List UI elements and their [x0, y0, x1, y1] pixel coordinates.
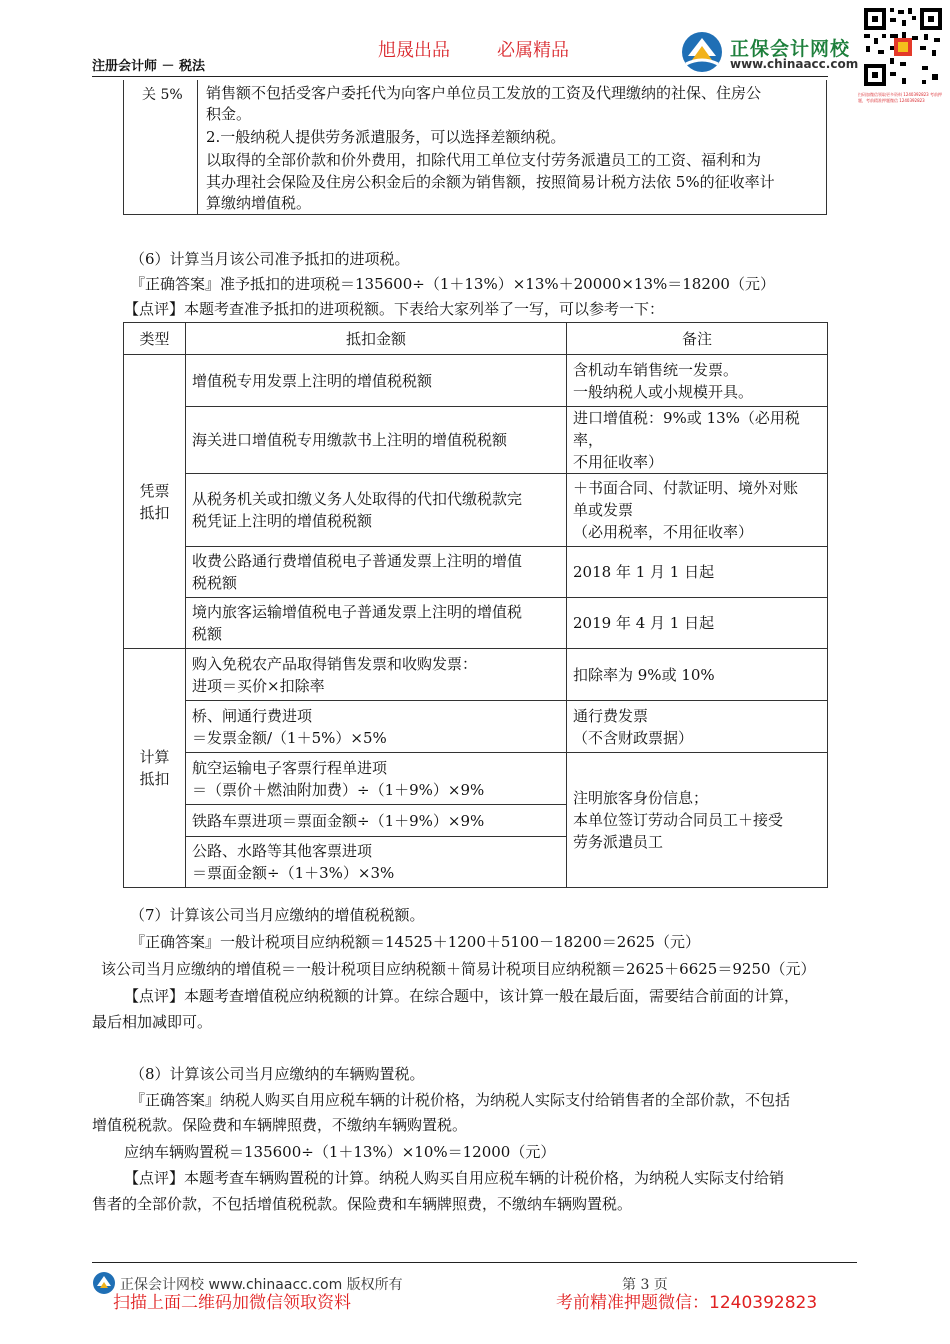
note-cell: 进口增值税：9%或 13%（必用税率， 不用征收率） — [567, 407, 828, 474]
category-computed-deduction: 计算 抵扣 — [124, 649, 186, 888]
table-row — [124, 649, 828, 701]
table-row — [124, 407, 828, 474]
header-note: 备注 — [567, 323, 828, 355]
header-slogan-1: 旭晟出品 — [378, 40, 450, 61]
continued-line: 以取得的全部价款和价外费用，扣除代用工单位支付劳务派遣员工的工资、福利和为 — [206, 151, 762, 169]
question-6: （6）计算当月该公司准予抵扣的进项税。 — [130, 250, 410, 268]
note-cell: ＋书面合同、付款证明、境外对账 单或发票 （必用税率，不用征收率） — [567, 474, 828, 547]
amount-cell: 增值税专用发票上注明的增值税税额 — [186, 355, 567, 407]
amount-cell: 公路、水路等其他客票进项 ＝票面金额÷（1＋3%）×3% — [186, 837, 567, 888]
note-cell: 2018 年 1 月 1 日起 — [567, 547, 828, 598]
comment-8-line2: 售者的全部价款，不包括增值税税款。保险费和车辆牌照费，不缴纳车辆购置税。 — [92, 1195, 633, 1213]
continued-line: 积金。 — [206, 105, 252, 123]
table-row — [124, 753, 828, 805]
continued-line: 算缴纳增值税。 — [206, 194, 312, 212]
continued-line: 销售额不包括受客户委托代为向客户单位员工发放的工资及代理缴纳的社保、住房公 — [206, 84, 762, 102]
header-slogan-2: 必属精品 — [497, 40, 569, 61]
comment-6: 【点评】本题考查准予抵扣的进项税额。下表给大家列举了一写，可以参考一下： — [124, 300, 665, 318]
footer-divider — [92, 1262, 857, 1263]
comment-8-line1: 【点评】本题考查车辆购置税的计算。纳税人购买自用应税车辆的计税价格，为纳税人实际支付给销 — [124, 1169, 785, 1187]
note-cell: 2019 年 4 月 1 日起 — [567, 598, 828, 649]
amount-cell: 从税务机关或扣缴义务人处取得的代扣代缴税款完 税凭证上注明的增值税税额 — [186, 474, 567, 547]
amount-cell: 桥、闸通行费进项 ＝发票金额/（1＋5%）×5% — [186, 701, 567, 753]
table-row — [124, 547, 828, 598]
amount-cell: 境内旅客运输增值税电子普通发票上注明的增值税 税额 — [186, 598, 567, 649]
category-invoice-deduction: 凭票 抵扣 — [124, 355, 186, 649]
note-cell: 通行费发票 （不含财政票据） — [567, 701, 828, 753]
answer-6: 『正确答案』准予抵扣的进项税＝135600÷（1＋13%）×13%＋20000×13%＝18200（元） — [130, 275, 775, 293]
continued-table-label-cell — [124, 80, 198, 214]
answer-7-total: 该公司当月应缴纳的增值税＝一般计税项目应纳税额＋简易计税项目应纳税额＝2625＋6625＝9250（元） — [101, 960, 816, 978]
qr-code-icon — [862, 6, 944, 88]
amount-cell: 购入免税农产品取得销售发票和收购发票： 进项＝买价×扣除率 — [186, 649, 567, 701]
comment-7-line1: 【点评】本题考查增值税应纳税额的计算。在综合题中，该计算一般在最后面，需要结合前面的计算， — [124, 987, 800, 1005]
table-row — [124, 701, 828, 753]
continued-line: 2.一般纳税人提供劳务派遣服务，可以选择差额纳税。 — [206, 128, 566, 146]
question-7: （7）计算该公司当月应缴纳的增值税税额。 — [130, 906, 425, 924]
answer-8-line1: 『正确答案』纳税人购买自用应税车辆的计税价格，为纳税人实际支付给销售者的全部价款，不包括 — [130, 1091, 791, 1109]
amount-cell: 收费公路通行费增值税电子普通发票上注明的增值 税税额 — [186, 547, 567, 598]
answer-8-line2: 增值税税款。保险费和车辆牌照费，不缴纳车辆购置税。 — [92, 1116, 468, 1134]
formula-8: 应纳车辆购置税＝135600÷（1＋13%）×10%＝12000（元） — [124, 1143, 556, 1161]
table-row — [124, 598, 828, 649]
header-type: 类型 — [124, 323, 186, 355]
table-header-row — [124, 323, 828, 355]
amount-cell: 航空运输电子客票行程单进项 ＝（票价＋燃油附加费）÷（1＋9%）×9% — [186, 753, 567, 805]
amount-cell: 海关进口增值税专用缴款书上注明的增值税税额 — [186, 407, 567, 474]
table-row — [124, 474, 828, 547]
continued-table — [123, 80, 827, 215]
logo-name: 正保会计网校 — [730, 38, 851, 60]
continued-table-label: 关 5% — [142, 87, 183, 103]
qr-caption: 扫码加微信领取更多资料 1240392823 考前押题，考前精准押题微信 1240392823 — [858, 92, 942, 103]
question-8: （8）计算该公司当月应缴纳的车辆购置税。 — [130, 1065, 425, 1083]
note-cell: 含机动车销售统一发票。 一般纳税人或小规模开具。 — [567, 355, 828, 407]
header-divider — [92, 76, 828, 77]
footer-wechat-promo: 考前精准押题微信：1240392823 — [556, 1293, 818, 1313]
continued-line: 其办理社会保险及住房公积金后的余额为销售额，按照简易计税方法依 5%的征收率计 — [206, 173, 775, 191]
logo-url: www.chinaacc.com — [730, 57, 859, 71]
answer-7: 『正确答案』一般计税项目应纳税额＝14525＋1200＋5100－18200＝2625（元） — [130, 933, 700, 951]
page-number: 第 3 页 — [622, 1277, 668, 1293]
note-cell: 注明旅客身份信息； 本单位签订劳动合同员工＋接受 劳务派遣员工 — [567, 753, 828, 888]
footer-copyright: 正保会计网校 www.chinaacc.com 版权所有 — [120, 1277, 403, 1293]
footer-qr-promo: 扫描上面二维码加微信领取资料 — [113, 1293, 351, 1313]
comment-7-line2: 最后相加减即可。 — [92, 1013, 213, 1031]
note-cell: 扣除率为 9%或 10% — [567, 649, 828, 701]
header-amount: 抵扣金额 — [186, 323, 567, 355]
deduction-table — [123, 322, 828, 888]
table-row — [124, 355, 828, 407]
header-title: 注册会计师 － 税法 — [92, 59, 206, 74]
amount-cell: 铁路车票进项＝票面金额÷（1＋9%）×9% — [186, 805, 567, 837]
